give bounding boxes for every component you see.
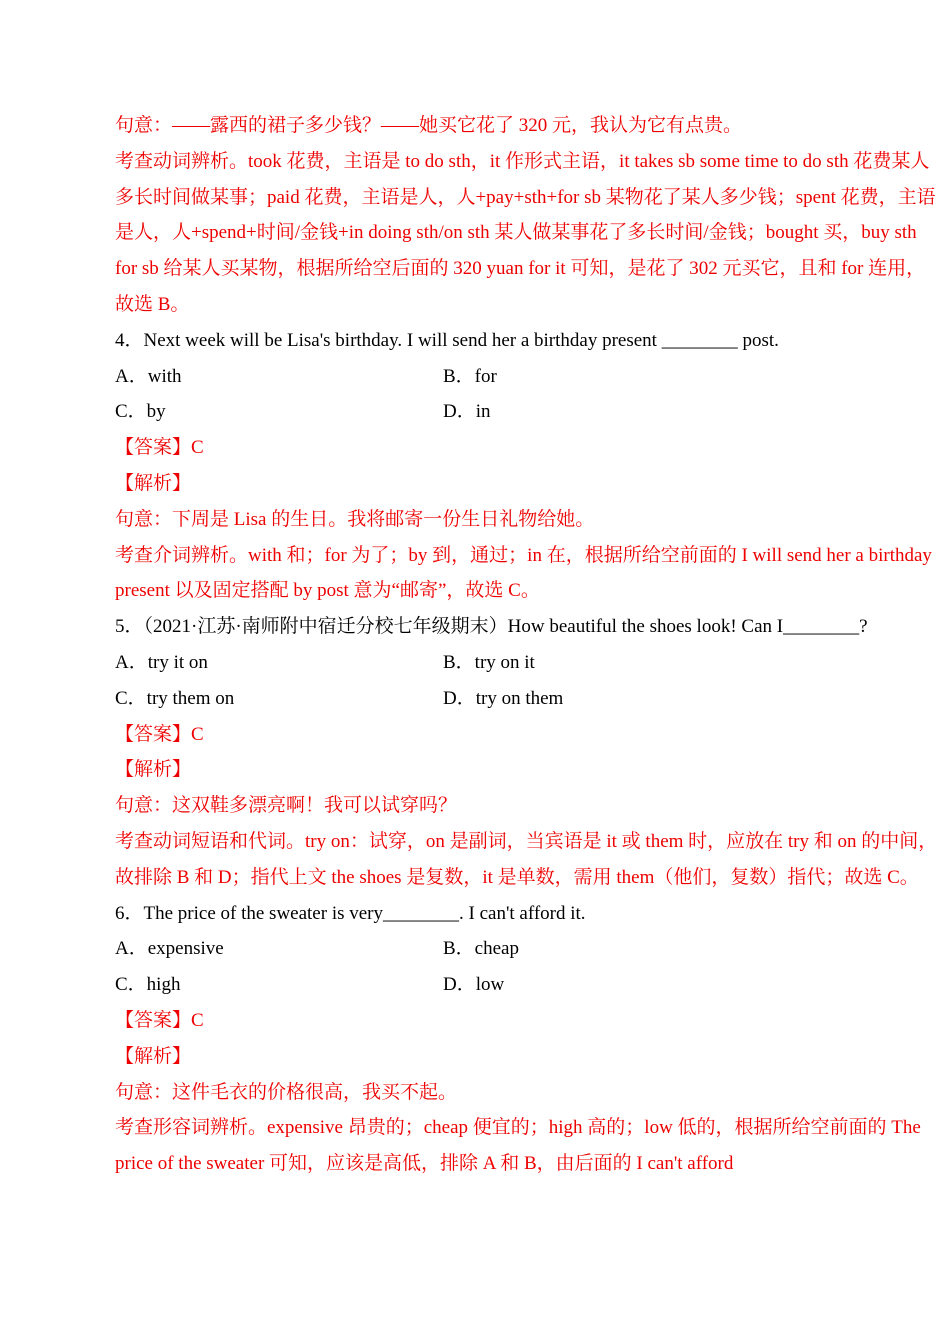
answer-label: 【答案】 <box>115 723 192 745</box>
explanation-line: 考查动词辨析。took 花费，主语是 to do sth，it 作形式主语，it takes sb some time to do sth 花费某人 <box>115 150 930 172</box>
question-4-answer-line <box>115 430 842 466</box>
option-c: C．high <box>115 974 181 996</box>
answer-value: C <box>191 723 204 745</box>
answer-label: 【答案】 <box>115 1009 192 1031</box>
question-6-answer-line <box>115 1003 842 1039</box>
explanation-line: 故排除 B 和 D；指代上文 the shoes 是复数，it 是单数，需用 them（他们，复数）指代；故选 C。 <box>115 866 919 888</box>
explanation-line: price of the sweater 可知，应该是高低，排除 A 和 B，由后面的 I can't afford <box>115 1153 734 1175</box>
question-6-analysis-label: 【解析】 <box>115 1045 192 1067</box>
option-d: D．in <box>443 401 491 423</box>
option-b: B．for <box>443 365 497 387</box>
question-5-analysis-label: 【解析】 <box>115 759 192 781</box>
option-a: A．expensive <box>115 938 224 960</box>
answer-value: C <box>191 1009 204 1031</box>
option-c: C．by <box>115 401 166 423</box>
option-b: B．try on it <box>443 651 535 673</box>
explanation-line: 句意：下周是 Lisa 的生日。我将邮寄一份生日礼物给她。 <box>115 508 595 530</box>
explanation-line: for sb 给某人买某物，根据所给空后面的 320 yuan for it 可知，是花了 302 元买它，且和 for 连用， <box>115 258 926 280</box>
explanation-line: 考查介词辨析。with 和；for 为了；by 到，通过；in 在，根据所给空前面的 I will send her a birthday <box>115 544 932 566</box>
question-5-options-cd <box>115 681 842 717</box>
option-a: A．try it on <box>115 651 208 673</box>
explanation-line: 故选 B。 <box>115 293 190 315</box>
option-d: D．try on them <box>443 687 564 709</box>
question-4-options-cd <box>115 394 842 430</box>
explanation-line: present 以及固定搭配 by post 意为“邮寄”，故选 C。 <box>115 580 540 602</box>
explanation-line: 考查形容词辨析。expensive 昂贵的；cheap 便宜的；high 高的；low 低的，根据所给空前面的 The <box>115 1117 921 1139</box>
question-4-options-ab <box>115 359 842 395</box>
question-5-stem: 5．（2021·江苏·南师附中宿迁分校七年级期末）How beautiful the shoes look! Can I________? <box>115 616 868 638</box>
answer-label: 【答案】 <box>115 437 192 459</box>
option-a: A．with <box>115 365 182 387</box>
explanation-line: 句意：这双鞋多漂亮啊！我可以试穿吗？ <box>115 795 458 817</box>
option-b: B．cheap <box>443 938 519 960</box>
question-5-answer-line <box>115 717 842 753</box>
question-5-options-ab <box>115 645 842 681</box>
option-c: C．try them on <box>115 687 235 709</box>
question-6-options-ab <box>115 931 842 967</box>
explanation-line: 是人，人+spend+时间/金钱+in doing sth/on sth 某人做某事花了多长时间/金钱；bought 买，buy sth <box>115 222 917 244</box>
question-4-analysis-label: 【解析】 <box>115 472 192 494</box>
question-6-stem: 6．The price of the sweater is very________. I can't afford it. <box>115 902 586 924</box>
document-page <box>115 0 938 1182</box>
explanation-line: 考查动词短语和代词。try on：试穿，on 是副词，当宾语是 it 或 them 时，应放在 try 和 on 的中间， <box>115 830 938 852</box>
explanation-line: 句意：这件毛衣的价格很高，我买不起。 <box>115 1081 458 1103</box>
question-4-stem: 4．Next week will be Lisa's birthday. I will send her a birthday present ________ post. <box>115 329 779 351</box>
answer-value: C <box>191 437 204 459</box>
explanation-line: 多长时间做某事；paid 花费，主语是人，人+pay+sth+for sb 某物花了某人多少钱；spent 花费，主语 <box>115 186 936 208</box>
option-d: D．low <box>443 974 505 996</box>
explanation-line: 句意：——露西的裙子多少钱？——她买它花了 320 元，我认为它有点贵。 <box>115 115 743 136</box>
question-6-options-cd <box>115 967 842 1003</box>
